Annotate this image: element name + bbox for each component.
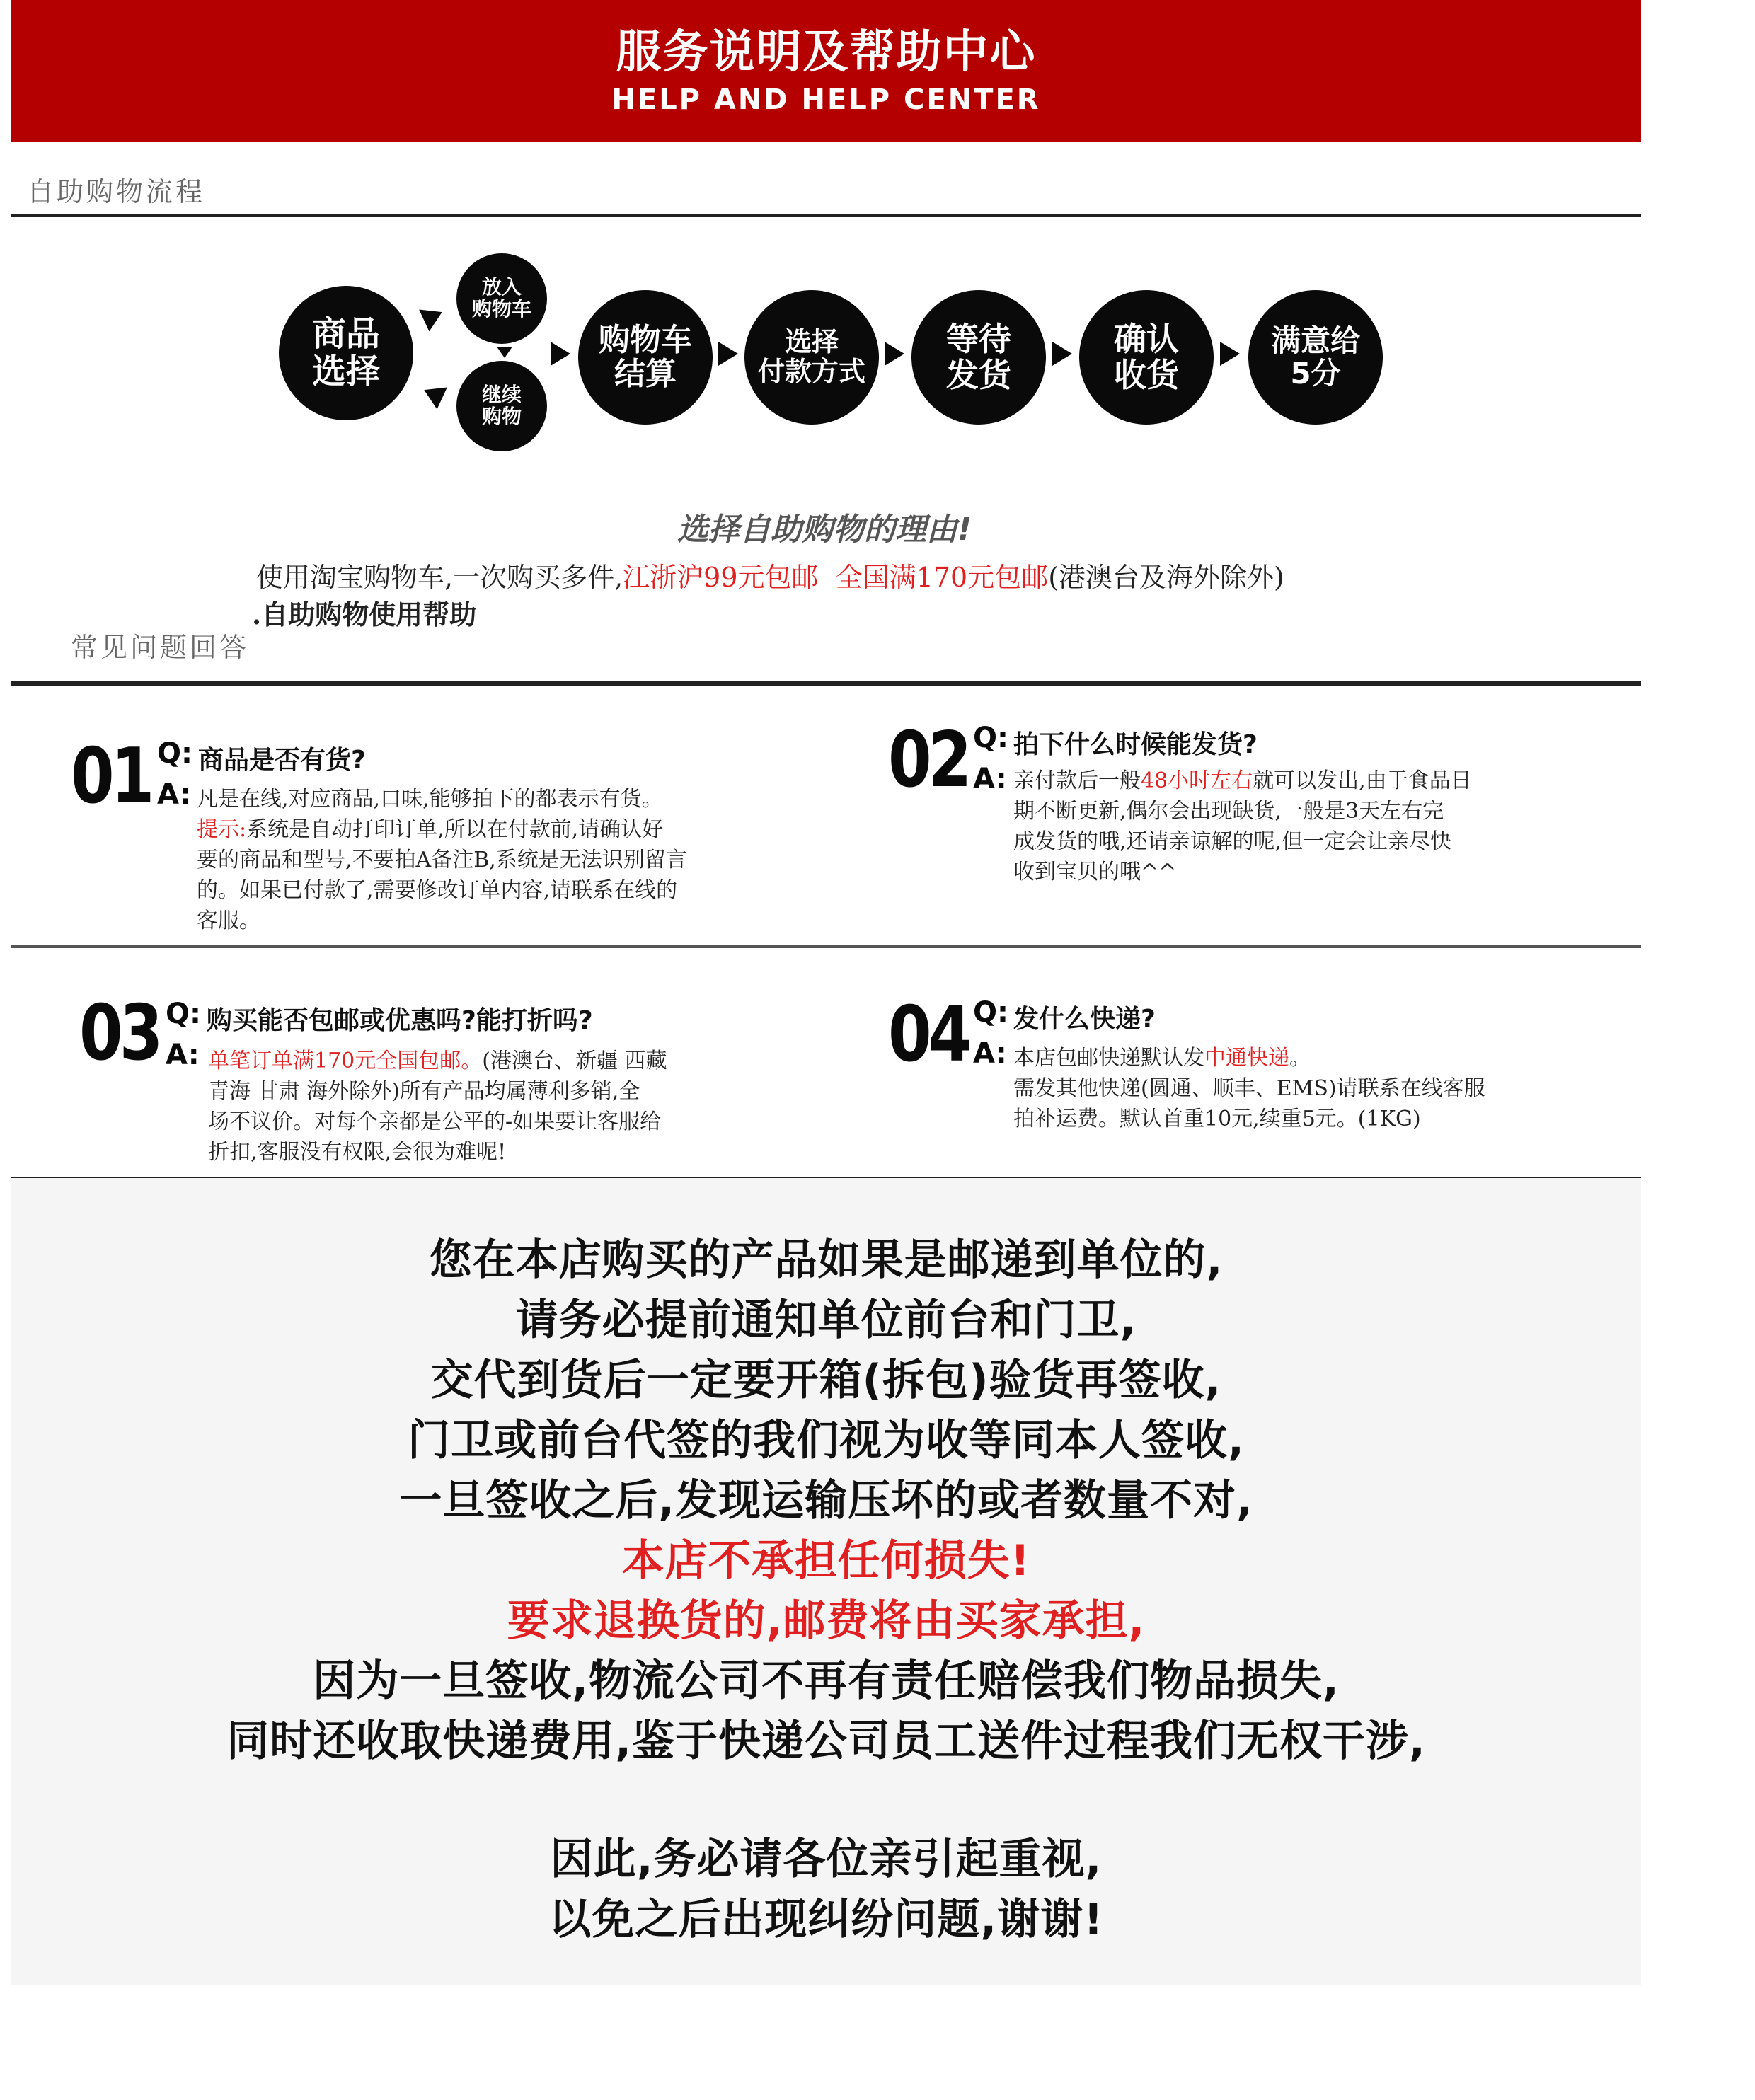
q-mark: Q: [973, 722, 1008, 754]
notice-line: 同时还收取快递费用,鉴于快递公司员工送件过程我们无权干涉, [226, 1717, 1426, 1766]
arrow-right-icon [885, 342, 904, 366]
section-label-shopping-flow: 自助购物流程 [27, 176, 206, 207]
notice-warning: 要求退换货的,邮费将由买家承担, [507, 1596, 1146, 1646]
step-choose-payment: 选择 付款方式 [744, 290, 879, 425]
faq-number-03: 03 [79, 989, 160, 1078]
step-await-shipment: 等待 发货 [911, 290, 1046, 425]
divider [11, 681, 1641, 686]
arrow-right-icon [1220, 342, 1240, 366]
a-mark: A: [973, 763, 1007, 795]
divider [11, 945, 1641, 948]
free-shipping-jzh: 江浙沪99元包邮 [623, 562, 819, 593]
notice-line: 交代到货后一定要开箱(拆包)验货再签收, [430, 1356, 1222, 1405]
notice-line: 您在本店购买的产品如果是邮递到单位的, [429, 1235, 1224, 1285]
faq-question-01: 商品是否有货? [198, 746, 366, 775]
faq-number-01: 01 [71, 732, 151, 821]
discount-highlight: 单笔订单满170元全国包邮。 [208, 1049, 483, 1073]
step-continue-shopping: 继续 购物 [456, 361, 547, 451]
faq-question-03: 购买能否包邮或优惠吗?能打折吗? [207, 1006, 593, 1035]
a-mark: A: [157, 778, 191, 811]
arrow-right-icon [718, 342, 738, 366]
arrow-down-icon [497, 347, 512, 358]
faq-answer-04: 本店包邮快递默认发中通快递。 需发其他快递(圆通、顺丰、EMS)请联系在线客服 拍补运费。默认首重10元,续重5元。(1KG) [1013, 1046, 1485, 1131]
tip-label: 提示: [197, 817, 247, 842]
faq-answer-02: 亲付款后一般48小时左右就可以发出,由于食品日 期不断更新,偶尔会出现缺货,一般是3天左右完 成发货的哦,还请亲谅解的呢,但一定会让亲尽快 收到宝贝的哦^^ [1013, 768, 1472, 884]
faq-answer-03: 单笔订单满170元全国包邮。(港澳台、新疆 西藏 青海 甘肃 海外除外)所有产品均属薄利多销,全 场不议价。对每个亲都是公平的-如果要让客服给 折扣,客服没有权限,会很为难呢! [208, 1049, 667, 1165]
notice-closing: 以免之后出现纠纷问题,谢谢! [548, 1895, 1104, 1944]
help-link[interactable]: .自助购物使用帮助 [252, 599, 477, 630]
free-shipping-national: 全国满170元包邮 [835, 562, 1049, 593]
step-cart-checkout: 购物车 结算 [578, 290, 713, 425]
faq-number-02: 02 [888, 716, 969, 804]
arrow-right-icon [1052, 342, 1072, 366]
header-subtitle: HELP AND HELP CENTER [611, 83, 1041, 116]
courier-highlight: 中通快递 [1204, 1046, 1289, 1071]
a-mark: A: [973, 1037, 1007, 1070]
q-mark: Q: [157, 737, 192, 770]
arrow-right-icon [551, 342, 570, 366]
step-select-product: 商品 选择 [279, 286, 413, 420]
ship-time-highlight: 48小时左右 [1141, 768, 1253, 793]
faq-question-04: 发什么快递? [1013, 1005, 1156, 1034]
notice-line: 因为一旦签收,物流公司不再有责任赔偿我们物品损失, [313, 1656, 1340, 1706]
faq-answer-01: 凡是在线,对应商品,口味,能够拍下的都表示有货。 提示:系统是自动打印订单,所以在付款前,请确认好 要的商品和型号,不要拍A备注B,系统是无法识别留言 的。如果已付款了,需要修改订单内容,请联系在线的 客服。 [197, 787, 687, 933]
notice-line: 门卫或前台代签的我们视为收等同本人签收, [408, 1416, 1245, 1465]
notice-line: 请务必提前通知单位前台和门卫, [515, 1296, 1137, 1345]
step-rate-five: 满意给 5分 [1248, 290, 1383, 425]
step-confirm-receipt: 确认 收货 [1079, 290, 1214, 425]
notice-warning: 本店不承担任何损失! [621, 1536, 1031, 1586]
arrow-right-icon [419, 301, 447, 332]
reason-title: 选择自助购物的理由! [677, 512, 972, 548]
header-title: 服务说明及帮助中心 [616, 26, 1037, 79]
shopping-flow-diagram [0, 0, 1755, 495]
reason-text: 使用淘宝购物车,一次购买多件,江浙沪99元包邮 全国满170元包邮(港澳台及海外除外) [256, 562, 1284, 593]
notice-closing: 因此,务必请各位亲引起重视, [550, 1835, 1103, 1884]
a-mark: A: [166, 1039, 200, 1071]
q-mark: Q: [166, 998, 201, 1030]
step-add-to-cart: 放入 购物车 [456, 253, 547, 344]
notice-line: 一旦签收之后,发现运输压坏的或者数量不对, [399, 1476, 1253, 1525]
section-label-faq: 常见问题回答 [71, 632, 250, 663]
faq-number-04: 04 [888, 991, 969, 1079]
faq-question-02: 拍下什么时候能发货? [1013, 730, 1258, 759]
arrow-left-icon [419, 379, 447, 410]
q-mark: Q: [973, 996, 1008, 1029]
